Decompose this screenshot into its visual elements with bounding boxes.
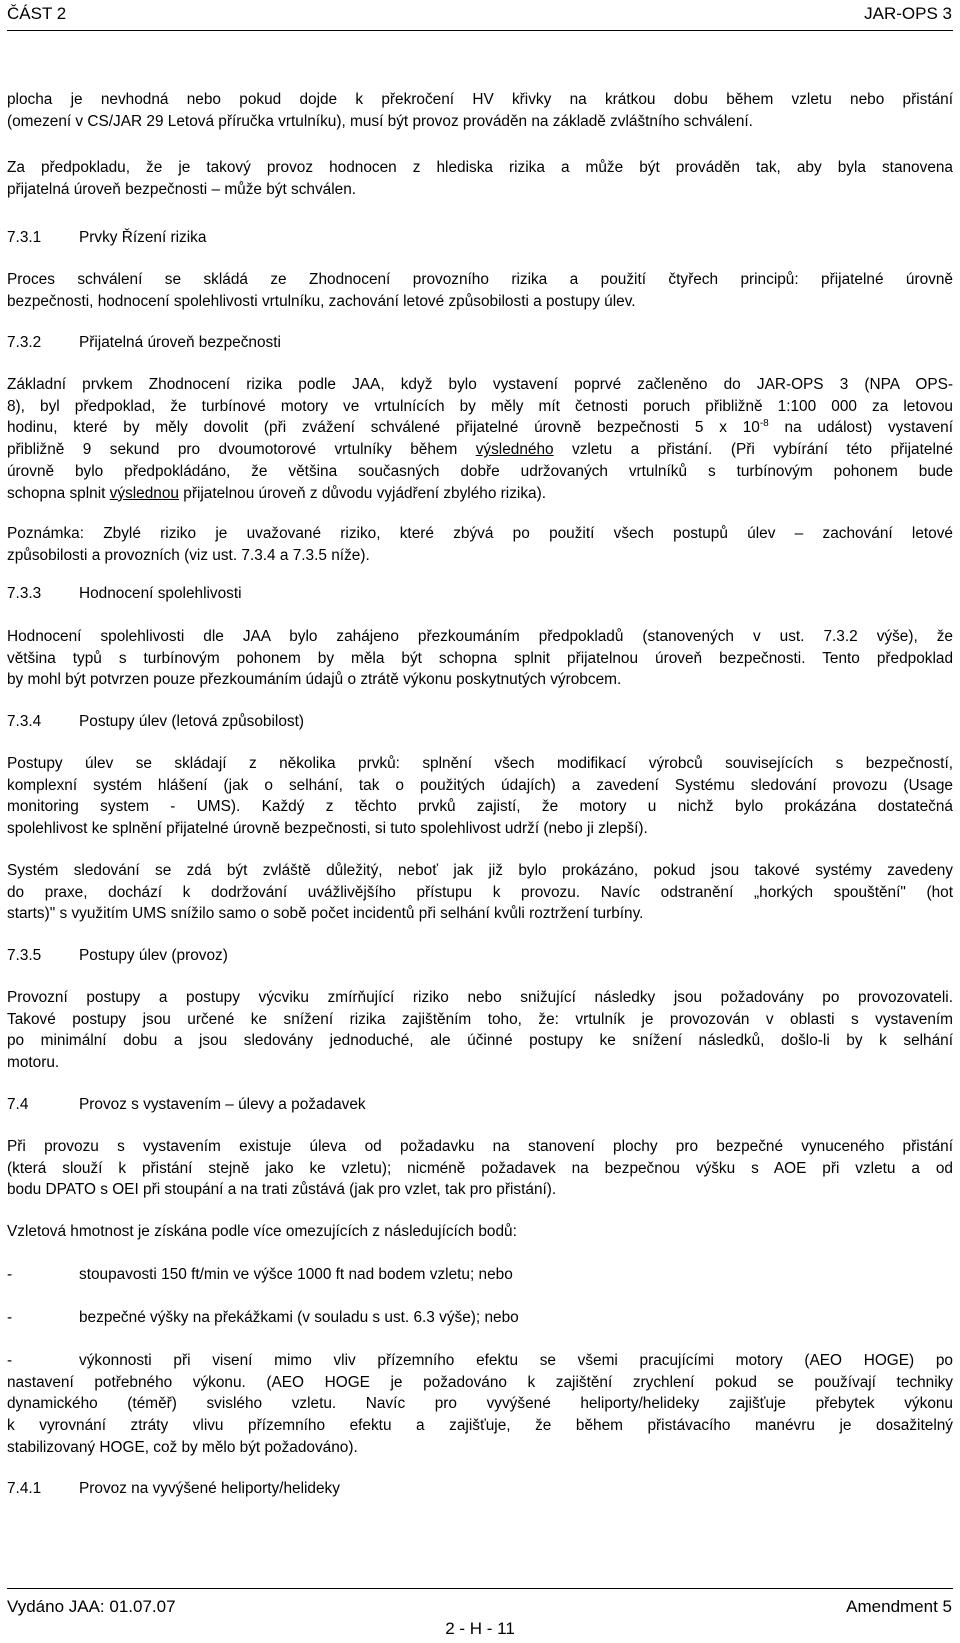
list-item: - stoupavosti 150 ft/min ve výšce 1000 ft nad bodem vzletu; nebo [7,1266,513,1283]
section-heading-7-3-1: 7.3.1 Prvky Řízení rizika [7,229,207,246]
paragraph-mitigation-airworthiness: Postupy úlev se skládají z několika prvků: splnění všech modifikací výrobců souvisejících s bezpečností, komplexní systém hlášení (jak o selhání, tak o použitých údajích) a zavedení Systému sledování provozu (Usage monitoring system - UMS). Každý z těchto prvků zajistí, že motory u nichž bylo prokázána dostatečná spolehlivost ke splnění přijatelné úrovně bezpečnosti, si tuto spolehlivost udrží (nebo ji zlepší). [7,755,953,838]
list-item: - bezpečné výšky na překážkami (v souladu s ust. 6.3 výše); nebo [7,1309,519,1326]
paragraph-approval-process: Proces schválení se skládá ze Zhodnocení provozního rizika a použití čtyřech principů: přijatelné úrovně bezpečnosti, hodnocení spolehlivosti vrtulníku, zachování letové způsobilosti a postupy úlev. [7,271,953,310]
header-doc-id: JAR-OPS 3 [864,4,952,23]
paragraph-mitigation-operations: Provozní postupy a postupy výcviku zmírňující riziko nebo snižující následky jsou požadovány po provozovateli. Takové postupy jsou určené ke snížení rizika zajištěním toho, že: vrtulník je provozován v oblasti s vystavením po minimální dobu a jsou sledovány jednoduché, ale účinné postupy ke snížení následků, došlo-li by k selhání motoru. [7,989,953,1072]
paragraph-hv-curve: plocha je nevhodná nebo pokud dojde k překročení HV křivky na krátkou dobu během vzletu nebo přistání (omezení v CS/JAR 29 Letová příručka vrtulníku), musí být provoz prováděn na základě zvláštního schválení. [7,91,953,130]
paragraph-note-residual-risk: Poznámka: Zbylé riziko je uvažované riziko, které zbývá po použití všech postupů úlev – zachování letové způsobilosti a provozních (viz ust. 7.3.4 a 7.3.5 níže). [7,525,953,564]
footer-amendment: Amendment 5 [846,1597,952,1616]
section-heading-7-3-4: 7.3.4 Postupy úlev (letová způsobilost) [7,713,304,730]
section-heading-7-3-2: 7.3.2 Přijatelná úroveň bezpečnosti [7,334,281,351]
paragraph-ums: Systém sledování se zdá být zvláště důležitý, neboť jak již bylo prokázáno, pokud jsou takové systémy zavedeny do praxe, dochází k dodržování uvážlivějšího přístupu k provozu. Navíc odstranění „horkých spouštění" (hot starts)" s využitím UMS snížilo samo o sobě počet incidentů při selhání kvůli roztržení turbíny. [7,862,953,923]
paragraph-exposure-operations: Při provozu s vystavením existuje úleva od požadavku na stanovení plochy pro bezpečné vynuceného přistání (která slouží k přistání stejně jako ke vzletu); nicméně požadavek na bezpečnou výšku s AOE při vzletu a od bodu DPATO s OEI při stoupání a na trati zůstává (jak pro vzlet, tak pro přistání). [7,1138,953,1199]
header-rule [7,30,953,31]
paragraph-reliability: Hodnocení spolehlivosti dle JAA bylo zahájeno přezkoumáním předpokladů (stanovených v ust. 7.3.2 výše), že většina typů s turbínovým pohonem by měla být schopna splnit přijatelnou úroveň bezpečnosti. Tento předpoklad by mohl být potvrzen pouze přezkoumáním údajů o ztrátě výkonu poskytnutých výrobcem. [7,628,953,689]
paragraph-risk-assessment: Za předpokladu, že je takový provoz hodnocen z hlediska rizika a může být prováděn tak, aby byla stanovena přijatelná úroveň bezpečnosti – může být schválen. [7,159,953,198]
list-item: - výkonnosti při visení mimo vliv přízemního efektu se všemi pracujícími motory (AEO HOGE) po nastavení potřebného výkonu. (AEO HOGE je požadováno k zajištění zrychlení pokud se používají techniky dynamického (téměř) svislého vzletu. Navíc pro vyvýšené heliporty/helideky zajišťuje přebytek výkonu k vyrovnání ztráty vlivu přízemního efektu a zajišťuje, že během přistávacího manévru je dosažitelný stabilizovaný HOGE, což by mělo být požadováno). [7,1352,953,1456]
section-heading-7-3-5: 7.3.5 Postupy úlev (provoz) [7,947,228,964]
paragraph-takeoff-mass: Vzletová hmotnost je získána podle více omezujících z následujících bodů: [7,1223,517,1240]
footer-rule [7,1588,953,1589]
section-heading-7-4: 7.4 Provoz s vystavením – úlevy a požadavek [7,1096,366,1113]
paragraph-safety-level: Základní prvkem Zhodnocení rizika podle JAA, když bylo vystavení poprvé začleněno do JAR-OPS 3 (NPA OPS- 8), byl předpoklad, že turbínové motory ve vrtulnících by měly mít četnosti poruch přibližně 1:100 000 za letovou hodinu, které by měly dovolit (při zvážení schválené přijatelné úrovně bezpečnosti 5 x $10^{-8}$ na událost) vystavení přibližně 9 sekund pro dvoumotorové vrtulníky během výsledného vzletu a přistání. (Při vybírání této přijatelné úrovně bylo předpokládáno, že většina současných dobře udržovaných vrtulníků s turbínovým pohonem bude schopna splnit výslednou přijatelnou úroveň z důvodu vyjádření zbylého rizika). [7,376,953,502]
section-heading-7-3-3: 7.3.3 Hodnocení spolehlivosti [7,585,242,602]
section-heading-7-4-1: 7.4.1 Provoz na vyvýšené heliporty/helideky [7,1480,340,1497]
footer-issue-date: Vydáno JAA: 01.07.07 [7,1597,176,1616]
footer-page-number: 2 - H - 11 [445,1619,515,1638]
header-part: ČÁST 2 [7,4,67,23]
